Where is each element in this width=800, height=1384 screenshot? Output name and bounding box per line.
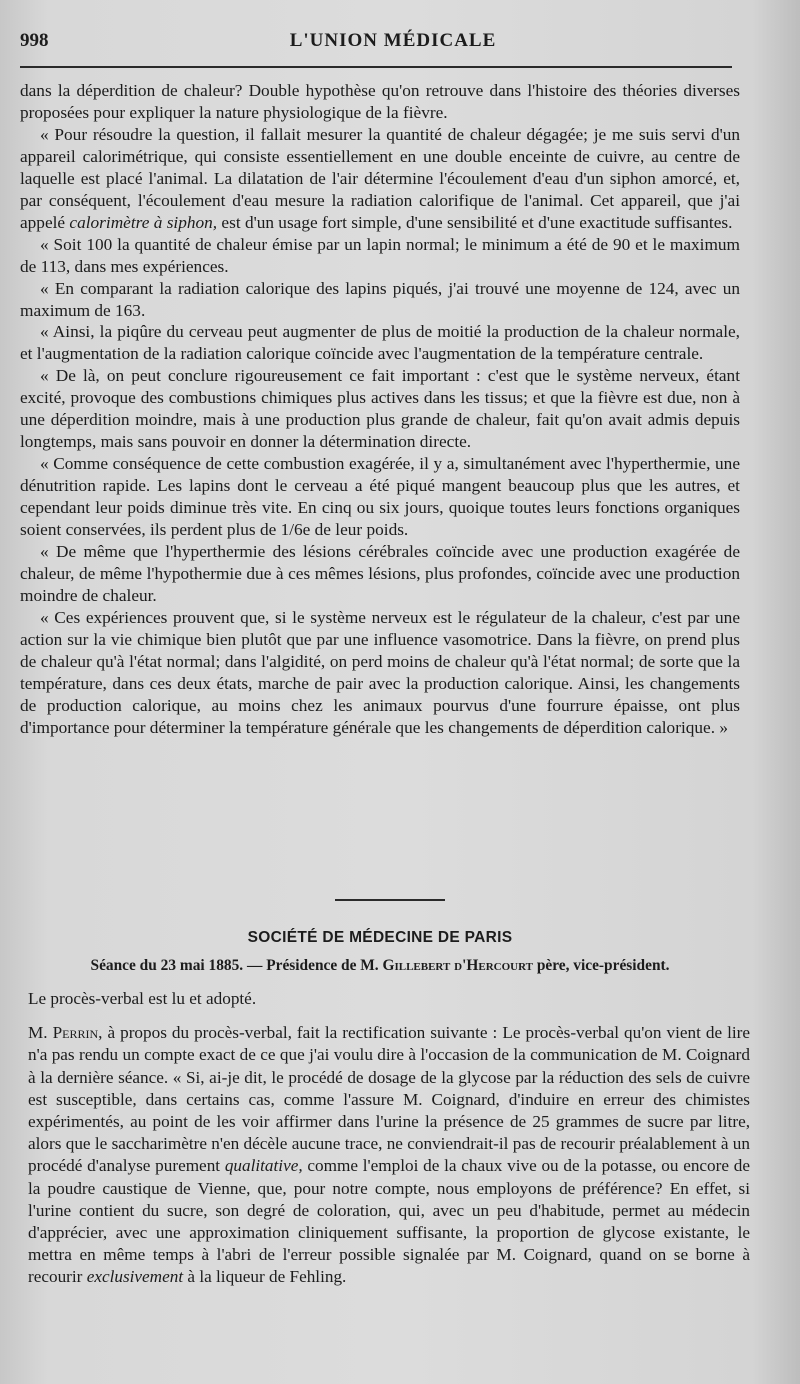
society-heading: SOCIÉTÉ DE MÉDECINE DE PARIS: [247, 929, 513, 946]
paragraph: « De là, on peut conclure rigoureusement ce fait important : c'est que le système nerveux, étant excité, provoque des combustions chimiques plus actives dans les tissus; et que la fièvre est due, non à une déperdition moindre, mais à une production plus grande de chaleur, fait qu'on avait admis depuis longtemps, mais sans pouvoir en donner la détermination directe.: [20, 366, 740, 452]
paragraph: « De même que l'hyperthermie des lésions cérébrales coïncide avec une production exagérée de chaleur, de même l'hypothermie due à ces mêmes lésions, plus profondes, coïncide avec une production moindre de chaleur.: [20, 542, 740, 605]
paragraph: « Comme conséquence de cette combustion exagérée, il y a, simultanément avec l'hyperthermie, une dénutrition rapide. Les lapins dont le cerveau a été piqué mangent beaucoup plus que les autres, et cependant leur poids diminue très vite. En cinq ou six jours, quoique toutes leurs fonctions organiques soient conservées, ils perdent plus de 1/6e de leur poids.: [20, 454, 740, 540]
paragraph: « En comparant la radiation calorique des lapins piqués, j'ai trouvé une moyenne de 124, avec un maximum de 163.: [20, 278, 740, 320]
session-minutes: [28, 988, 750, 1289]
article-body: [20, 80, 740, 739]
paragraph: « Ainsi, la piqûre du cerveau peut augmenter de plus de moitié la production de la chaleur normale, et l'augmentation de la radiation calorique coïncide avec l'augmentation de la température centrale.: [20, 322, 740, 364]
running-header: [20, 30, 766, 58]
paragraph: dans la déperdition de chaleur? Double hypothèse qu'on retrouve dans l'histoire des théories diverses proposées pour expliquer la nature physiologique de la fièvre.: [20, 81, 740, 122]
page-number: 998: [20, 30, 49, 51]
paragraph: « Ces expériences prouvent que, si le système nerveux est le régulateur de la chaleur, c'est par une action sur la vie chimique bien plutôt que par une influence vasomotrice. Dans la fièvre, on prend plus de chaleur qu'à l'état normal; dans l'algidité, on perd moins de chaleur qu'à l'état normal; de sorte que la température, dans ces deux états, marche de pair avec la production calorique. Ainsi, les changements de production calorique, au moins chez les animaux pourvus d'une fourrure épaisse, ont plus d'importance pour déterminer la température générale que les changements de déperdition calorique. »: [20, 607, 740, 737]
speaker-name: M. Perrin: [28, 1023, 99, 1043]
minutes-note: Le procès-verbal est lu et adopté.: [28, 989, 257, 1008]
president-name: Gillebert d'Hercourt: [382, 957, 533, 974]
speech-paragraph: M. Perrin, à propos du procès-verbal, fait la rectification suivante : Le procès-verbal qu'on vient de lire n'a pas rendu un compte exact de ce que j'ai voulu dire à l'occasion de la communication de M. Coignard à la dernière séance. « Si, ai-je dit, le procédé de dosage de la glycose par la réduction des sels de cuivre est susceptible, dans certains cas, comme l'assure M. Coignard, d'induire en erreur des chimistes expérimentés, au point de les voir affirmer dans l'urine la présence de 25 grammes de sucre par litre, alors que le saccharimètre n'en décèle aucune trace, ne conviendrait-il pas de recourir préalablement à un procédé d'analyse purement qualitative, comme l'emploi de la chaux vive ou de la potasse, ou encore de la poudre caustique de Vienne, que, pour notre compte, nous employons de préférence? En effet, si l'urine contient du sucre, son degré de coloration, qui, avec un peu d'habitude, permet au médecin d'apprécier, avec une approximation cliniquement suffisante, la proportion de glycose existante, le mettra en même temps à l'abri de l'erreur possible signalée par M. Coignard, quand on se borne à recourir exclusivement à la liqueur de Fehling.: [28, 1023, 750, 1287]
paragraph: « Soit 100 la quantité de chaleur émise par un lapin normal; le minimum a été de 90 et le maximum de 113, dans mes expériences.: [20, 234, 740, 276]
emphasis-text: exclusivement: [86, 1267, 184, 1287]
paragraph: « Pour résoudre la question, il fallait mesurer la quantité de chaleur dégagée; je me suis servi d'un appareil calorimétrique, qui consiste essentiellement en une double enceinte de cuivre, au centre de laquelle est placé l'animal. La dilatation de l'air détermine l'écoulement d'eau d'un siphon amorcé, et, par conséquent, l'écoulement d'eau mesure la radiation calorifique de l'animal. Cet appareil, que j'ai appelé calorimètre à siphon, est d'un usage fort simple, d'une sensibilité et d'une exactitude suffisantes.: [20, 124, 740, 232]
session-line: Séance du 23 mai 1885. — Présidence de M. Gillebert d'Hercourt père, vice-président.: [90, 957, 670, 974]
section-divider: [335, 899, 445, 901]
header-rule: [20, 66, 732, 68]
emphasis-text: calorimètre à siphon,: [69, 212, 218, 232]
emphasis-text: qualitative,: [224, 1156, 303, 1176]
journal-title: L'UNION MÉDICALE: [289, 30, 497, 51]
